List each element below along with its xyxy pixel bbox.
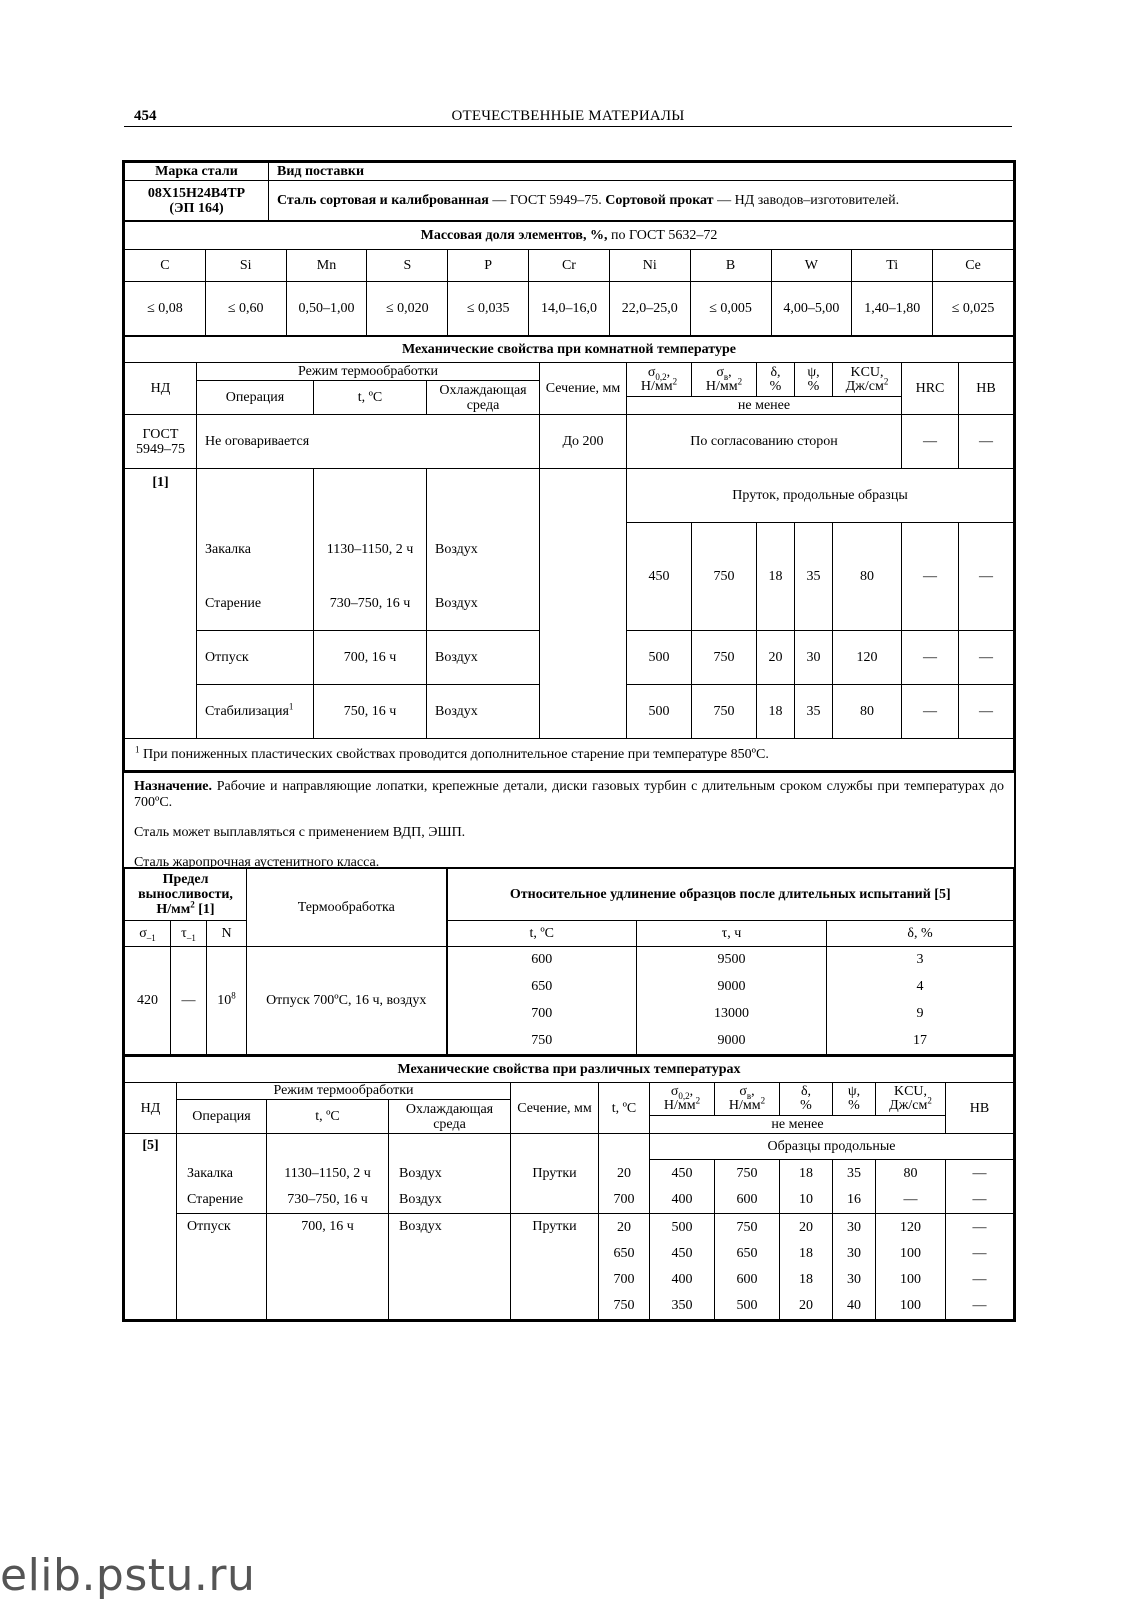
h-kcu-sym: KCU, — [850, 364, 884, 380]
g1-c2: Воздух — [389, 1187, 511, 1214]
g2-r2-kcu: 100 — [876, 1241, 946, 1267]
g1-r2-d: 10 — [780, 1187, 833, 1214]
t2-h-s02: $\sigma_{0,2}$, $Н/мм^2$ — [650, 1083, 715, 1116]
g1-r1-t: 20 — [599, 1160, 650, 1187]
running-title: ОТЕЧЕСТВЕННЫЕ МАТЕРИАЛЫ — [451, 108, 685, 124]
supply-label: Вид поставки — [269, 163, 1014, 181]
composition-title-bold: Массовая доля элементов, %, — [420, 228, 608, 243]
e1-time: 9500 — [637, 946, 827, 973]
g2-r3-d: 18 — [780, 1267, 833, 1293]
element-value: ≤ 0,60 — [205, 282, 286, 336]
t2-empty-sec — [511, 1134, 599, 1160]
t2-h-cooling: Охлаждающая среда — [389, 1100, 511, 1134]
g2-r4-s02: 350 — [650, 1293, 715, 1320]
page-number: 454 — [134, 108, 157, 124]
p3-hb: — — [959, 685, 1014, 739]
mech-room-table — [124, 336, 1014, 771]
composition-title-rest: по ГОСТ 5632–72 — [607, 228, 718, 243]
h-n: N — [207, 920, 247, 946]
heat-value: Отпуск 700ºС, 16 ч, воздух — [247, 946, 447, 1054]
g1-sec-empty — [511, 1187, 599, 1214]
composition-values-row — [125, 282, 1014, 336]
endurance-title-b: Н/мм — [156, 901, 191, 917]
op-quench: Закалка — [197, 523, 314, 577]
row1-nd: ГОСТ 5949–75 — [125, 415, 197, 469]
element-value: 22,0–25,0 — [609, 282, 690, 336]
p3-hrc: — — [902, 685, 959, 739]
steel-datasheet — [122, 160, 1016, 1322]
g2-r3-t: 700 — [599, 1267, 650, 1293]
supply-text — [269, 181, 1014, 221]
g1-c1: Воздух — [389, 1160, 511, 1187]
purpose-p1 — [134, 779, 1004, 811]
h-sv-unit: Н/мм — [705, 378, 738, 394]
h-delta-unit: % — [769, 378, 782, 394]
e3-t: 700 — [447, 1000, 637, 1027]
element-symbol: Ce — [933, 250, 1014, 282]
composition-elements-row — [125, 250, 1014, 282]
h-s02-unit: Н/мм — [640, 378, 673, 394]
g2-op: Отпуск — [177, 1214, 267, 1320]
heat-header: Термообработка — [247, 868, 447, 946]
h-kcu: KCU, $Дж/см^2$ — [833, 363, 902, 397]
empty-section-cell — [540, 469, 627, 739]
t2-h-test-temp: t, ºС — [599, 1083, 650, 1134]
purpose-p3: Сталь жаропрочная аустенитного класса. — [134, 855, 380, 870]
h-sigma-sym: σ — [139, 925, 147, 941]
g2-r4-t: 750 — [599, 1293, 650, 1320]
supply-t2: — НД заводов–изготовителей. — [713, 193, 900, 208]
t2-h-kcu-sym: KCU, — [893, 1084, 928, 1099]
t2-h-delta-sym: δ, — [800, 1084, 812, 1099]
h-tau-sub: –1 — [186, 932, 196, 943]
p2-d: 20 — [757, 631, 795, 685]
footnote-mark: 1 — [288, 701, 294, 712]
p1-d: 18 — [757, 523, 795, 631]
t2-sample-note: Образцы продольные — [650, 1134, 1014, 1160]
endurance-title-a: Предел выносливости, — [138, 871, 233, 902]
t2-h-sv-unit: Н/мм — [728, 1098, 761, 1113]
e1-d: 3 — [827, 946, 1014, 973]
op-tempering: Отпуск — [197, 631, 314, 685]
h-operation: Операция — [197, 381, 314, 415]
h-cooling: Охлаждающая среда — [427, 381, 540, 415]
t2-h-s02-unit: Н/мм — [663, 1098, 696, 1113]
cool-stabilization: Воздух — [427, 685, 540, 739]
e4-d: 17 — [827, 1027, 1014, 1054]
e1-t: 600 — [447, 946, 637, 973]
g2-r3-sv: 600 — [715, 1267, 780, 1293]
h-sv: $\sigma_в$, $Н/мм^2$ — [692, 363, 757, 397]
watermark: elib.pstu.ru — [0, 1550, 256, 1601]
g2-r2-d: 18 — [780, 1241, 833, 1267]
element-symbol: Ni — [609, 250, 690, 282]
empty-op-cell — [197, 469, 314, 523]
t-tempering: 700, 16 ч — [314, 631, 427, 685]
p2-hb: — — [959, 631, 1014, 685]
g2-r2-t: 650 — [599, 1241, 650, 1267]
g1-op1: Закалка — [177, 1160, 267, 1187]
h-s02-sym: σ — [647, 364, 656, 380]
e4-t: 750 — [447, 1027, 637, 1054]
g2-r4-kcu: 100 — [876, 1293, 946, 1320]
p2-kcu: 120 — [833, 631, 902, 685]
element-value: 1,40–1,80 — [852, 282, 933, 336]
footnote-sup: 1 — [135, 744, 140, 755]
grade-label: Марка стали — [125, 163, 269, 181]
g2-r1-d: 20 — [780, 1214, 833, 1241]
grade-name: 08Х15Н24В4ТР — [147, 185, 246, 201]
g1-r2-psi: 16 — [833, 1187, 876, 1214]
element-symbol: P — [448, 250, 529, 282]
t2-h-operation: Операция — [177, 1100, 267, 1134]
t-quench: 1130–1150, 2 ч — [314, 523, 427, 577]
h-tau-1 — [171, 920, 207, 946]
h-mode: Режим термообработки — [197, 363, 540, 381]
g2-r4-d: 20 — [780, 1293, 833, 1320]
t2-h-not-less: не менее — [650, 1116, 946, 1134]
row1-props: По согласованию сторон — [627, 415, 902, 469]
mech-temp-table — [124, 1055, 1014, 1321]
empty-cool-cell — [427, 469, 540, 523]
t2-empty-op — [177, 1134, 267, 1160]
purpose-block — [124, 771, 1014, 870]
element-symbol: S — [367, 250, 448, 282]
t-stabilization: 750, 16 ч — [314, 685, 427, 739]
e2-time: 9000 — [637, 973, 827, 1000]
e3-time: 13000 — [637, 1000, 827, 1027]
g2-r3-psi: 30 — [833, 1267, 876, 1293]
element-symbol: Ti — [852, 250, 933, 282]
g2-r2-sv: 650 — [715, 1241, 780, 1267]
footnote-text: При пониженных пластических свойствах проводится дополнительное старение при температуре 850ºС. — [139, 747, 769, 762]
h-section: Сечение, мм — [540, 363, 627, 415]
t2-h-psi-sym: ψ, — [847, 1084, 861, 1099]
e2-t: 650 — [447, 973, 637, 1000]
t2-h-temp: t, ºС — [267, 1100, 389, 1134]
h-hrc: HRC — [902, 363, 959, 415]
composition-table — [124, 221, 1014, 336]
g2-r2-psi: 30 — [833, 1241, 876, 1267]
supply-b1: Сталь сортовая и калиброванная — [277, 193, 489, 208]
composition-title — [125, 222, 1014, 250]
e2-d: 4 — [827, 973, 1014, 1000]
n-exp: 8 — [231, 989, 236, 1000]
g2-r4-psi: 40 — [833, 1293, 876, 1320]
h-sigma-1 — [125, 920, 171, 946]
g2-r1-psi: 30 — [833, 1214, 876, 1241]
g2-r1-kcu: 120 — [876, 1214, 946, 1241]
element-symbol: B — [690, 250, 771, 282]
element-value: ≤ 0,035 — [448, 282, 529, 336]
t2-h-s02-sub: 0,2 — [678, 1090, 690, 1101]
g1-r2-t: 700 — [599, 1187, 650, 1214]
empty-t-cell — [314, 469, 427, 523]
p1-hb: — — [959, 523, 1014, 631]
g1-r2-kcu: — — [876, 1187, 946, 1214]
p2-psi: 30 — [795, 631, 833, 685]
element-value: ≤ 0,025 — [933, 282, 1014, 336]
footnote — [125, 739, 1014, 771]
p1-s02: 450 — [627, 523, 692, 631]
h-sv-sym: σ — [716, 364, 724, 380]
g2-r3-s02: 400 — [650, 1267, 715, 1293]
p3-kcu: 80 — [833, 685, 902, 739]
g1-r2-hb: — — [946, 1187, 1014, 1214]
n-value — [207, 946, 247, 1054]
g2-r2-hb: — — [946, 1241, 1014, 1267]
t2-empty-test — [599, 1134, 650, 1160]
t2-h-sv: $\sigma_в$, $Н/мм^2$ — [715, 1083, 780, 1116]
h-sigma-sub: –1 — [146, 932, 156, 943]
p3-d: 18 — [757, 685, 795, 739]
element-symbol: Mn — [286, 250, 367, 282]
element-value: ≤ 0,005 — [690, 282, 771, 336]
t2-h-section: Сечение, мм — [511, 1083, 599, 1134]
t2-h-delta — [780, 1083, 833, 1116]
h-delta-sym: δ, — [770, 364, 781, 380]
row1-hrc: — — [902, 415, 959, 469]
g2-r3-hb: — — [946, 1267, 1014, 1293]
row1-hb: — — [959, 415, 1014, 469]
elongation-header: Относительное удлинение образцов после длительных испытаний [5] — [447, 868, 1014, 920]
element-value: ≤ 0,020 — [367, 282, 448, 336]
t2-h-s02-sym: σ — [670, 1084, 679, 1099]
element-symbol: C — [125, 250, 206, 282]
h-kcu-unit: Дж/см — [845, 378, 884, 394]
p1-psi: 35 — [795, 523, 833, 631]
g2-r1-s02: 500 — [650, 1214, 715, 1241]
endurance-title-c: [1] — [194, 901, 215, 917]
t2-h-psi-unit: % — [848, 1098, 860, 1113]
g2-r1-sv: 750 — [715, 1214, 780, 1241]
p1-kcu: 80 — [833, 523, 902, 631]
h-delta-pct: δ, % — [827, 920, 1014, 946]
cool-quench: Воздух — [427, 523, 540, 577]
h-psi — [795, 363, 833, 397]
sample-note: Пруток, продольные образцы — [627, 469, 1014, 523]
g1-r1-s02: 450 — [650, 1160, 715, 1187]
g1-t1: 1130–1150, 2 ч — [267, 1160, 389, 1187]
op-stabilization — [197, 685, 314, 739]
p3-s02: 500 — [627, 685, 692, 739]
element-symbol: W — [771, 250, 852, 282]
n-base: 10 — [217, 992, 232, 1008]
t2-h-sv-sub: в — [746, 1090, 752, 1101]
t2-h-psi — [833, 1083, 876, 1116]
g1-r2-sv: 600 — [715, 1187, 780, 1214]
g1-t2: 730–750, 16 ч — [267, 1187, 389, 1214]
element-value: ≤ 0,08 — [125, 282, 206, 336]
t2-h-mode: Режим термообработки — [177, 1083, 511, 1100]
t2-h-kcu-unit: Дж/см — [889, 1098, 928, 1113]
ref-1: [1] — [125, 469, 197, 739]
h-s02: $\sigma_{0,2}$, $Н/мм^2$ — [627, 363, 692, 397]
element-symbol: Cr — [529, 250, 610, 282]
p1-sv: 750 — [692, 523, 757, 631]
h-nd: НД — [125, 363, 197, 415]
grade-alt: (ЭП 164) — [169, 200, 224, 216]
grade-table — [124, 162, 1014, 221]
g2-r1-hb: — — [946, 1214, 1014, 1241]
h-hb: HB — [959, 363, 1014, 415]
element-value: 0,50–1,00 — [286, 282, 367, 336]
purpose-text: Рабочие и направляющие лопатки, крепежные детали, диски газовых турбин с длительным сроком службы при температурах до 700ºС. — [134, 779, 1004, 810]
op-aging: Старение — [197, 577, 314, 631]
h-psi-unit: % — [807, 378, 820, 394]
g1-r1-psi: 35 — [833, 1160, 876, 1187]
cool-aging: Воздух — [427, 577, 540, 631]
purpose-label: Назначение. — [134, 779, 212, 794]
g1-r1-d: 18 — [780, 1160, 833, 1187]
p1-hrc: — — [902, 523, 959, 631]
element-value: 4,00–5,00 — [771, 282, 852, 336]
t2-empty-t — [267, 1134, 389, 1160]
h-tau-sym: τ — [181, 925, 187, 941]
g2-r4-hb: — — [946, 1293, 1014, 1320]
op-stabilization-label: Стабилизация — [205, 704, 289, 719]
supply-t1: — ГОСТ 5949–75. — [488, 193, 606, 208]
tau-value: — — [171, 946, 207, 1054]
p2-hrc: — — [902, 631, 959, 685]
g2-cool: Воздух — [389, 1214, 511, 1320]
g2-t: 700, 16 ч — [267, 1214, 389, 1320]
row1-operation: Не оговаривается — [197, 415, 540, 469]
g2-sec: Прутки — [511, 1214, 599, 1320]
g1-r1-kcu: 80 — [876, 1160, 946, 1187]
g1-sec: Прутки — [511, 1160, 599, 1187]
cool-tempering: Воздух — [427, 631, 540, 685]
e4-time: 9000 — [637, 1027, 827, 1054]
grade-name-cell — [125, 181, 269, 221]
mech-temp-title: Механические свойства при различных температурах — [125, 1056, 1014, 1083]
sigma-value: 420 — [125, 946, 171, 1054]
g2-r1-t: 20 — [599, 1214, 650, 1241]
g1-op2: Старение — [177, 1187, 267, 1214]
g2-r4-sv: 500 — [715, 1293, 780, 1320]
g1-r1-sv: 750 — [715, 1160, 780, 1187]
h-psi-sym: ψ, — [807, 364, 820, 380]
row1-section: До 200 — [540, 415, 627, 469]
element-value: 14,0–16,0 — [529, 282, 610, 336]
mech-room-title: Механические свойства при комнатной температуре — [125, 337, 1014, 363]
g2-r3-kcu: 100 — [876, 1267, 946, 1293]
t2-h-delta-unit: % — [800, 1098, 812, 1113]
ref-5: [5] — [125, 1134, 177, 1320]
t2-empty-cool — [389, 1134, 511, 1160]
h-temp: t, ºС — [314, 381, 427, 415]
endurance-title: Предел выносливости, $Н/мм^2$ [1] — [125, 868, 247, 920]
t-aging: 730–750, 16 ч — [314, 577, 427, 631]
g1-r2-s02: 400 — [650, 1187, 715, 1214]
t2-h-nd: НД — [125, 1083, 177, 1134]
h-time: τ, ч — [637, 920, 827, 946]
page-header — [124, 108, 1012, 127]
p3-sv: 750 — [692, 685, 757, 739]
purpose-p2: Сталь может выплавляться с применением ВДП, ЭШП. — [134, 825, 466, 840]
h-delta — [757, 363, 795, 397]
t2-h-hb: HB — [946, 1083, 1014, 1134]
supply-b2: Сортовой прокат — [605, 193, 714, 208]
h-not-less: не менее — [627, 397, 902, 415]
endurance-table — [124, 867, 1014, 1055]
element-symbol: Si — [205, 250, 286, 282]
t2-h-sv-sym: σ — [739, 1084, 747, 1099]
p2-sv: 750 — [692, 631, 757, 685]
h-s02-sub: 0,2 — [655, 371, 667, 382]
p3-psi: 35 — [795, 685, 833, 739]
g1-r1-hb: — — [946, 1160, 1014, 1187]
p2-s02: 500 — [627, 631, 692, 685]
g2-r2-s02: 450 — [650, 1241, 715, 1267]
e3-d: 9 — [827, 1000, 1014, 1027]
h-sv-sub: в — [723, 371, 729, 382]
h-test-temp: t, ºС — [447, 920, 637, 946]
t2-h-kcu: KCU, $Дж/см^2$ — [876, 1083, 946, 1116]
